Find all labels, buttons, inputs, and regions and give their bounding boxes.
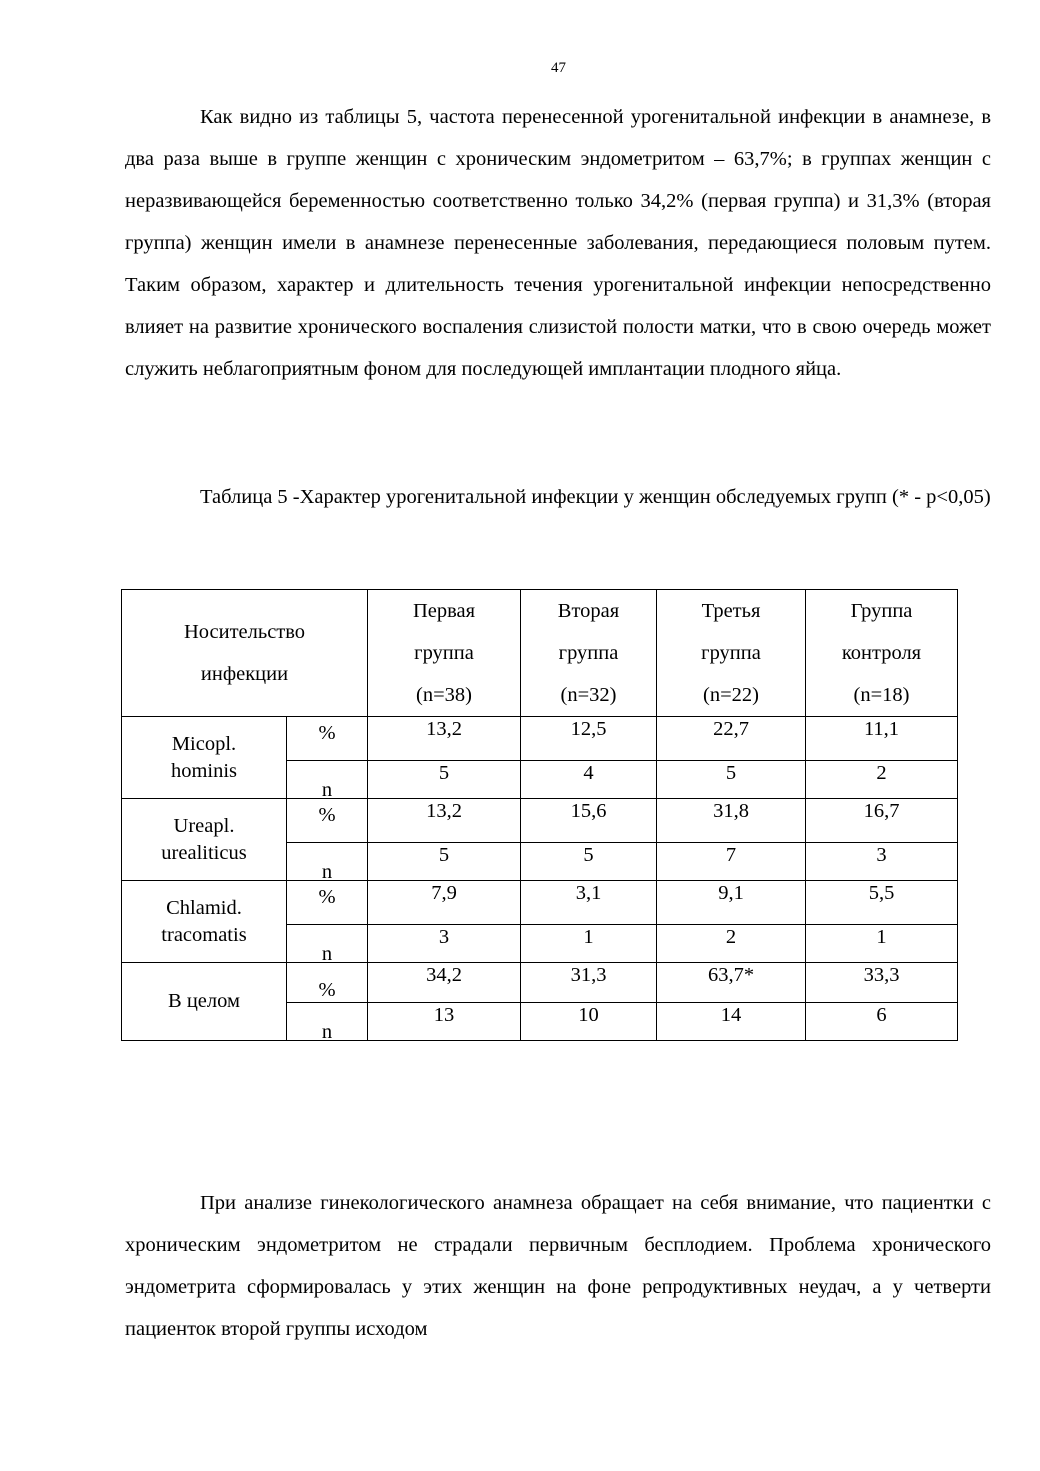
infection-table bbox=[121, 589, 958, 1041]
table-row bbox=[122, 881, 958, 925]
table-row bbox=[122, 799, 958, 843]
cell-line: группа bbox=[414, 642, 474, 664]
table-row bbox=[122, 717, 958, 761]
cell-line: hominis bbox=[170, 759, 238, 782]
percent-value: 11,1 bbox=[806, 717, 958, 761]
cell-line: Micopl. bbox=[171, 732, 237, 755]
cell-line: (n=18) bbox=[853, 684, 910, 706]
percent-value: 16,7 bbox=[806, 799, 958, 843]
percent-value: 13,2 bbox=[368, 799, 521, 843]
cell-line: группа bbox=[701, 642, 761, 664]
cell-line: В целом bbox=[168, 990, 240, 1012]
infection-label bbox=[122, 799, 287, 881]
count-value: 6 bbox=[806, 1003, 958, 1041]
count-value: 13 bbox=[368, 1003, 521, 1041]
count-value: 5 bbox=[368, 843, 521, 881]
header-group-1 bbox=[368, 590, 521, 717]
count-value: 3 bbox=[806, 843, 958, 881]
count-value: 1 bbox=[806, 925, 958, 963]
unit-count-text: n bbox=[321, 779, 333, 801]
percent-value: 13,2 bbox=[368, 717, 521, 761]
unit-count bbox=[287, 761, 368, 799]
cell-line: urealiticus bbox=[161, 841, 247, 864]
count-value: 2 bbox=[657, 925, 806, 963]
percent-value: 12,5 bbox=[521, 717, 657, 761]
unit-count-text: n bbox=[321, 1021, 333, 1043]
cell-line: tracomatis bbox=[161, 923, 247, 946]
count-value: 5 bbox=[657, 761, 806, 799]
count-value: 1 bbox=[521, 925, 657, 963]
cell-line: (n=22) bbox=[703, 684, 759, 706]
count-value: 14 bbox=[657, 1003, 806, 1041]
count-value: 5 bbox=[368, 761, 521, 799]
percent-value: 63,7* bbox=[657, 963, 806, 1003]
unit-count bbox=[287, 843, 368, 881]
count-value: 7 bbox=[657, 843, 806, 881]
percent-value: 33,3 bbox=[806, 963, 958, 1003]
percent-value: 15,6 bbox=[521, 799, 657, 843]
unit-count-text: n bbox=[321, 943, 333, 965]
header-carrier-label bbox=[122, 590, 368, 717]
percent-value: 3,1 bbox=[521, 881, 657, 925]
unit-percent: % bbox=[287, 717, 368, 761]
infection-label bbox=[122, 717, 287, 799]
infection-label bbox=[122, 963, 287, 1041]
header-group-2 bbox=[521, 590, 657, 717]
cell-line: инфекции bbox=[200, 663, 289, 685]
count-value: 4 bbox=[521, 761, 657, 799]
cell-line: Группа bbox=[850, 600, 913, 622]
count-value: 10 bbox=[521, 1003, 657, 1041]
percent-value: 9,1 bbox=[657, 881, 806, 925]
cell-line: Ureapl. bbox=[173, 814, 235, 837]
unit-percent: % bbox=[287, 963, 368, 1003]
paragraph-1: Как видно из таблицы 5, частота перенесенной урогенитальной инфекции в анамнезе, в два раза выше в группе женщин с хроническим эндометритом – 63,7%; в группах женщин с неразвивающейся беременностью соответственно только 34,2% (первая группа) и 31,3% (вторая группа) женщин имели в анамнезе перенесенные заболевания, передающиеся половым путем. Таким образом, характер и длительность течения урогенитальной инфекции непосредственно влияет на развитие хронического воспаления слизистой полости матки, что в свою очередь может служить неблагоприятным фоном для последующей имплантации плодного яйца. bbox=[125, 106, 991, 380]
percent-value: 31,8 bbox=[657, 799, 806, 843]
unit-count-text: n bbox=[321, 861, 333, 883]
table-header-row bbox=[122, 590, 958, 717]
infection-label bbox=[122, 881, 287, 963]
header-group-3 bbox=[657, 590, 806, 717]
percent-value: 34,2 bbox=[368, 963, 521, 1003]
paragraph-2: При анализе гинекологического анамнеза обращает на себя внимание, что пациентки с хроническим эндометритом не страдали первичным бесплодием. Проблема хронического эндометрита сформировалась у этих женщин на фоне репродуктивных неудач, а у четверти пациенток второй группы исходом bbox=[125, 1192, 991, 1340]
unit-percent: % bbox=[287, 799, 368, 843]
cell-line: Первая bbox=[412, 600, 476, 622]
count-value: 5 bbox=[521, 843, 657, 881]
cell-line: (n=32) bbox=[560, 684, 617, 706]
percent-value: 22,7 bbox=[657, 717, 806, 761]
table-caption: Таблица 5 -Характер урогенитальной инфекции у женщин обследуемых групп (* - р<0,05) bbox=[200, 486, 991, 508]
percent-value: 31,3 bbox=[521, 963, 657, 1003]
percent-value: 5,5 bbox=[806, 881, 958, 925]
cell-line: Носительство bbox=[183, 621, 306, 643]
count-value: 3 bbox=[368, 925, 521, 963]
count-value: 2 bbox=[806, 761, 958, 799]
cell-line: Chlamid. bbox=[166, 896, 242, 919]
cell-line: Третья bbox=[701, 600, 761, 622]
unit-count bbox=[287, 1003, 368, 1041]
header-group-4 bbox=[806, 590, 958, 717]
table-row bbox=[122, 963, 958, 1003]
cell-line: (n=38) bbox=[416, 684, 472, 706]
unit-percent: % bbox=[287, 881, 368, 925]
page-number: 47 bbox=[551, 60, 566, 76]
unit-count bbox=[287, 925, 368, 963]
cell-line: контроля bbox=[841, 642, 922, 664]
cell-line: группа bbox=[558, 642, 619, 664]
percent-value: 7,9 bbox=[368, 881, 521, 925]
cell-line: Вторая bbox=[557, 600, 620, 622]
